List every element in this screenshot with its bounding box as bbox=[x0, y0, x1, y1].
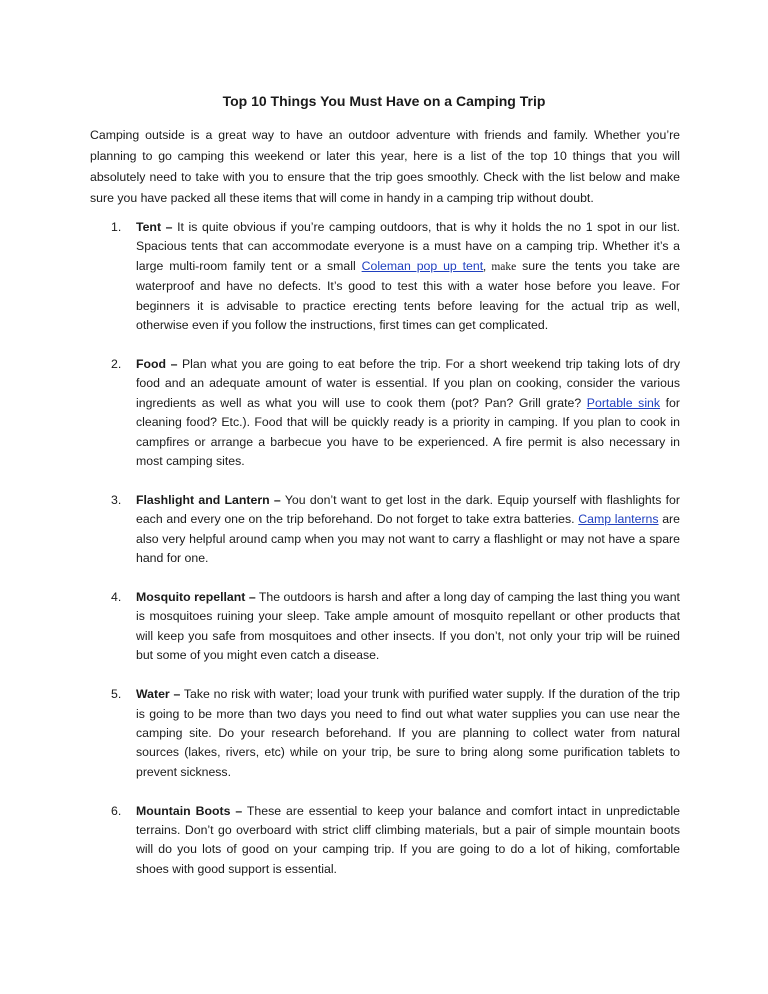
item-text: are also very helpful around camp when you may not want to carry a flashlight or may not have a spare hand for one. bbox=[136, 512, 680, 566]
list-item-water bbox=[90, 685, 680, 782]
list-item-food bbox=[90, 355, 680, 471]
checklist bbox=[90, 218, 680, 899]
list-item-flashlight bbox=[90, 491, 680, 569]
camp-lanterns-link[interactable]: Camp lanterns bbox=[578, 512, 659, 527]
item-text: You don’t want to get lost in the dark. Equip yourself with flashlights for each and every one on the trip beforehand. Do not forget to take extra batteries. bbox=[136, 492, 680, 527]
item-text: It is quite obvious if you’re camping outdoors, that is why it holds the no 1 spot in our list. Spacious tents that can accommodate everyone is a must have on a camping trip. Whether it’s a large multi-room family tent or a small bbox=[136, 220, 680, 273]
list-item-mountain-boots bbox=[90, 802, 680, 880]
list-item-mosquito-repellant bbox=[90, 588, 680, 666]
item-number: 3. bbox=[111, 492, 122, 507]
item-number: 5. bbox=[111, 687, 122, 702]
item-text: sure the tents you take are waterproof and have no defects. It’s good to test this with a water hose before you leave. For beginners it is advisable to practice erecting tents before leaving for the actual trip as well, otherwise even if you follow the instructions, first times can get complicated. bbox=[136, 258, 680, 333]
list-item-tent bbox=[90, 218, 680, 335]
item-text-serif: , make bbox=[483, 260, 517, 273]
item-number: 1. bbox=[111, 220, 122, 234]
item-term: Mosquito repellant – bbox=[136, 590, 256, 604]
item-term: Mountain Boots – bbox=[136, 803, 243, 818]
page-title: Top 10 Things You Must Have on a Camping Trip bbox=[222, 93, 546, 109]
item-term: Tent – bbox=[136, 220, 173, 234]
item-number: 2. bbox=[111, 356, 122, 371]
item-text: for cleaning food? Etc.). Food that will be quickly ready is a priority in camping. If you plan to cook in campfires or arrange a barbecue you have to be experienced. A fire permit is also necessary in most camping sites. bbox=[136, 395, 680, 468]
item-term: Flashlight and Lantern – bbox=[136, 492, 281, 507]
coleman-pop-up-tent-link[interactable]: Coleman pop up tent bbox=[361, 258, 484, 273]
item-term: Water – bbox=[136, 687, 181, 702]
item-text: These are essential to keep your balance and comfort intact in unpredictable terrains. Don’t go overboard with strict cliff climbing materials, but a pair of simple mountain boots will do you lots of good on your camping trip. If you are going to do a lot of hiking, comfortable shoes with good support is essential. bbox=[136, 803, 680, 876]
item-number: 6. bbox=[111, 803, 122, 818]
item-number: 4. bbox=[111, 590, 122, 604]
item-text: The outdoors is harsh and after a long day of camping the last thing you want is mosquitoes ruining your sleep. Take ample amount of mosquito repellant or other products that will keep you safe from mosquitoes and other insects. If you don’t, not only your trip will be ruined but some of you might even catch a disease. bbox=[136, 590, 680, 663]
item-term: Food – bbox=[136, 356, 178, 371]
item-text: Take no risk with water; load your trunk with purified water supply. If the duration of the trip is going to be more than two days you need to find out what water supplies you can use near the camping site. Do your research beforehand. If you are planning to collect water from natural sources (lakes, rivers, etc) while on your trip, be sure to bring along some purification tablets to prevent sickness. bbox=[136, 687, 681, 779]
intro-paragraph: Camping outside is a great way to have an outdoor adventure with friends and family. Whether you’re planning to go camping this weekend or later this year, here is a list of the top 10 things that you will absolutely need to take with you to ensure that the trip goes smoothly. Check with the list below and make sure you have packed all these items that will come in handy in a camping trip without doubt. bbox=[90, 128, 680, 205]
portable-sink-link[interactable]: Portable sink bbox=[586, 395, 661, 410]
item-text: Plan what you are going to eat before the trip. For a short weekend trip taking lots of dry food and an adequate amount of water is essential. If you plan on cooking, consider the various ingredients as well as what you will use to cook them (pot? Pan? Grill grate? bbox=[136, 356, 680, 410]
